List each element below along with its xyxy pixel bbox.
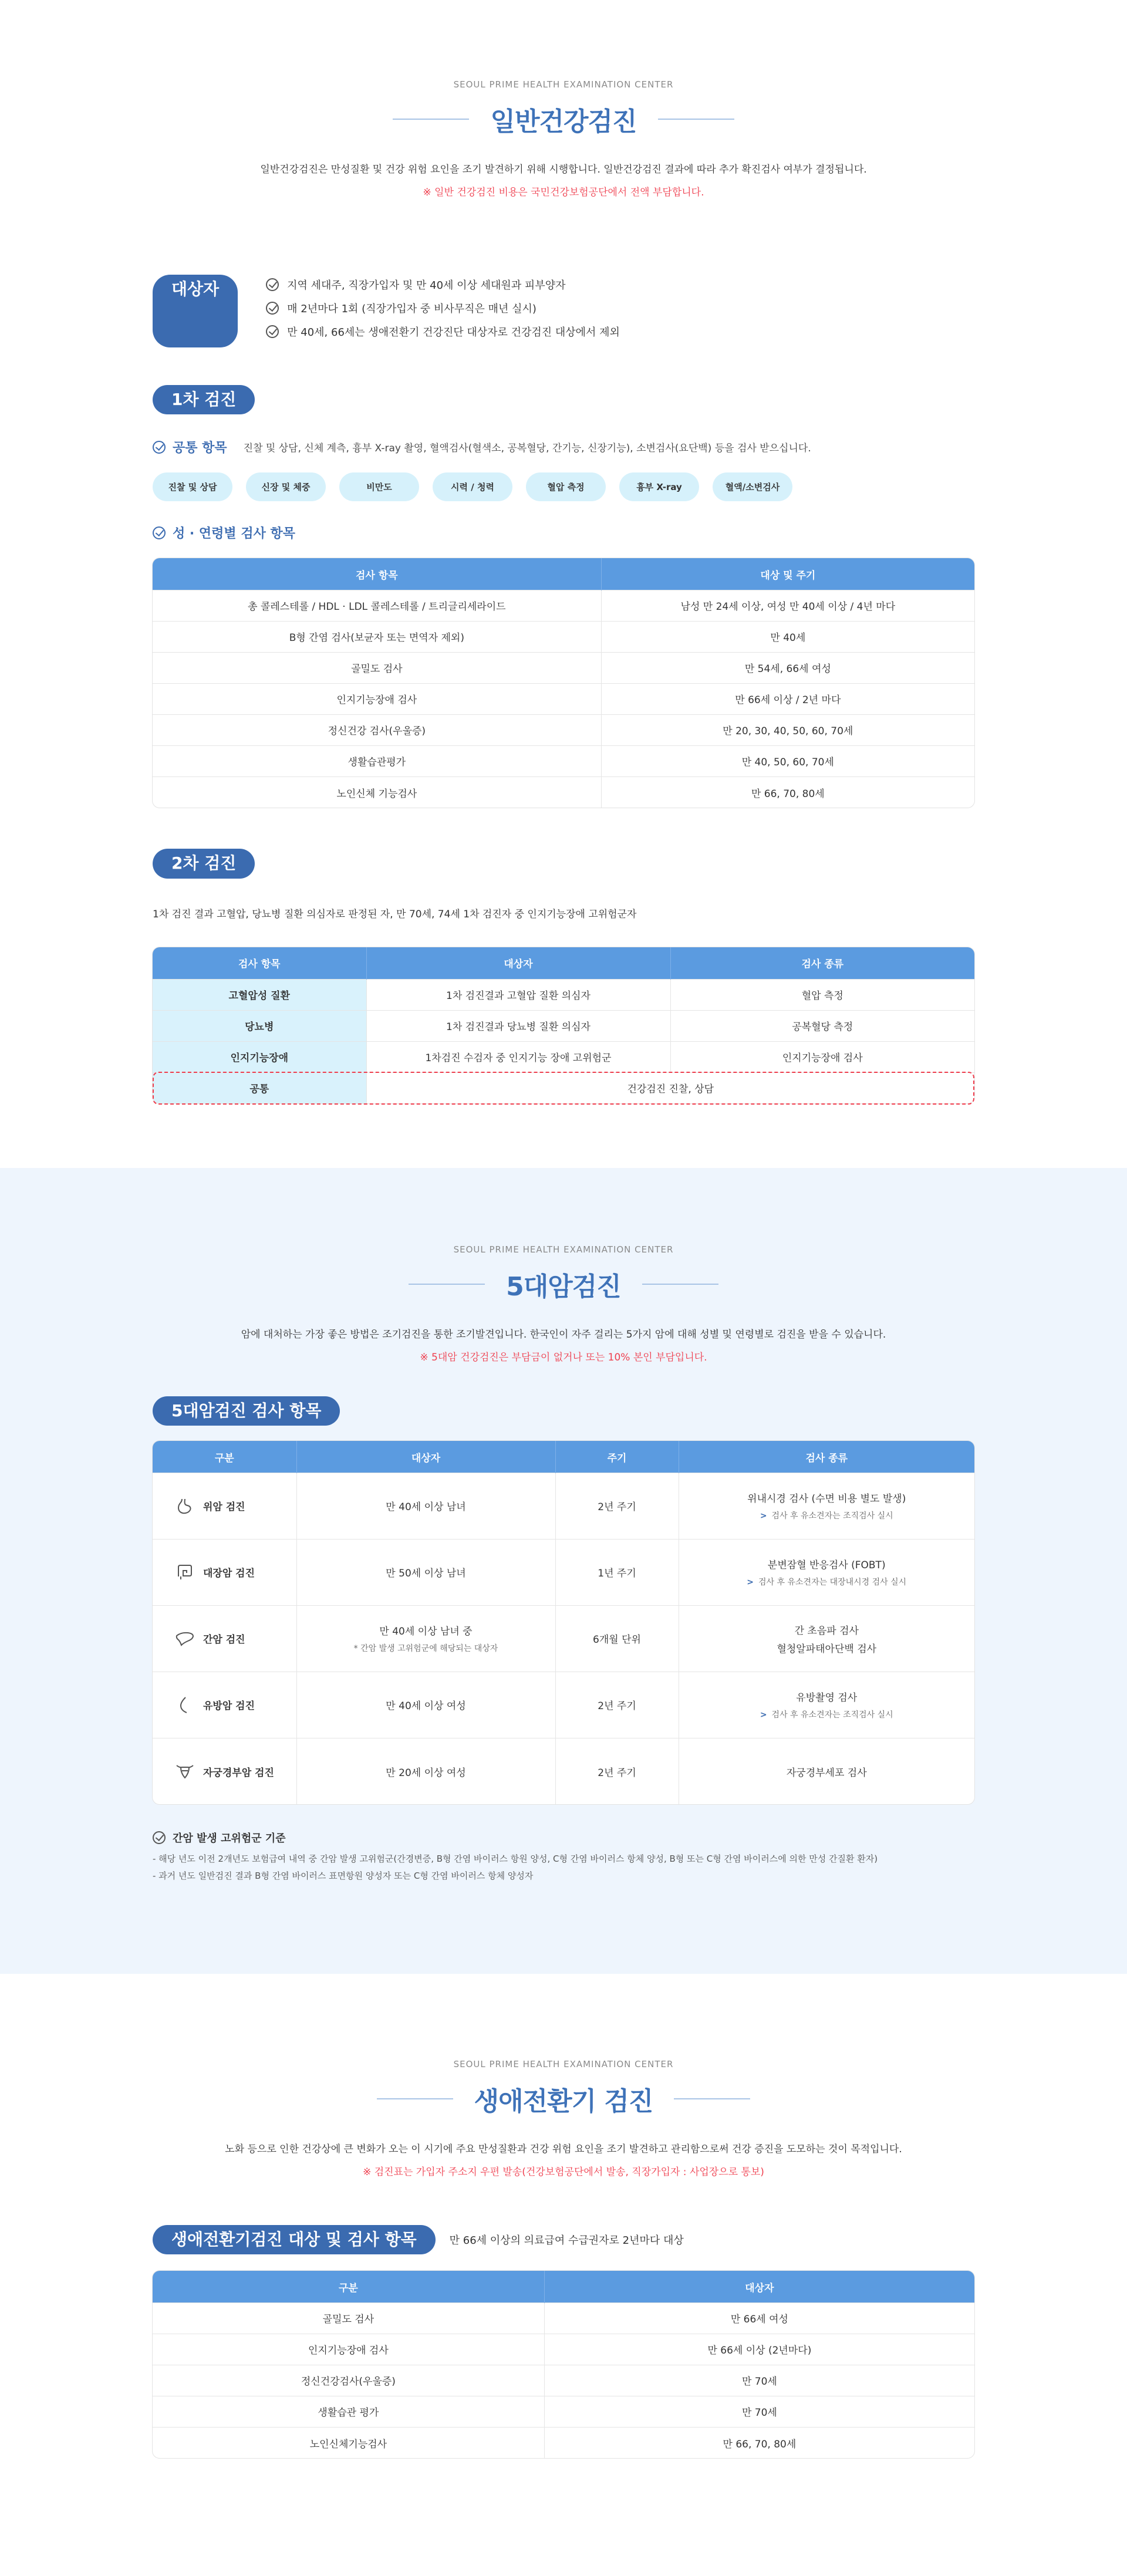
- table-header: 대상자: [366, 947, 670, 979]
- table-cell: 인지기능장애 검사: [153, 683, 601, 714]
- table-row: [153, 621, 974, 652]
- table-cell: 생활습관평가: [153, 745, 601, 776]
- cancer-items-table: [153, 1441, 974, 1804]
- table-cell: 만 20, 30, 40, 50, 60, 70세: [601, 714, 974, 745]
- table-cell: [153, 1539, 296, 1605]
- chip: 혈액/소변검사: [713, 472, 792, 501]
- cancer-name-label: 대장암 검진: [203, 1568, 255, 1580]
- table-row-common: [153, 1072, 974, 1103]
- table-cell: 정신건강검사(우울증): [153, 2365, 544, 2396]
- test-note: > 검사 후 유소견자는 조직검사 실시: [760, 1710, 893, 1720]
- table-cell: 2년 주기: [555, 1672, 679, 1738]
- first-checkup-pill: 1차 검진: [153, 385, 255, 415]
- cancer-name-label: 위암 검진: [203, 1501, 245, 1514]
- table-row: [153, 2427, 974, 2458]
- table-cell: 인지기능장애 검사: [670, 1041, 974, 1072]
- test-note: > 검사 후 유소견자는 대장내시경 검사 실시: [747, 1578, 907, 1588]
- check-circle-icon: [153, 526, 166, 539]
- check-circle-icon: [153, 1831, 166, 1844]
- table-row: [153, 2302, 974, 2334]
- chevron-right-icon: >: [760, 1511, 767, 1521]
- table-cell: 위내시경 검사 (수면 비용 별도 발생) > 검사 후 유소견자는 조직검사 실시: [679, 1473, 974, 1539]
- criteria-line: - 해당 년도 이전 2개년도 보험급여 내역 중 간암 발생 고위험군(간경변증, B형 간염 바이러스 항원 양성, C형 간염 바이러스 항체 양성, B형 또는 C형 간염 바이러스에 의한 만성 간질환 환자): [153, 1853, 878, 1865]
- list-item: 만 40세, 66세는 생애전환기 건강진단 대상자로 건강검진 대상에서 제외: [266, 324, 620, 339]
- check-circle-icon: [153, 441, 166, 454]
- table-cell: 자궁경부세포 검사: [679, 1738, 974, 1804]
- section-intro: 일반건강검진은 만성질환 및 건강 위험 요인을 조기 발견하기 위해 시행합니다. 일반건강검진 결과에 따라 추가 확진검사 여부가 결정됩니다.: [260, 164, 867, 175]
- stomach-icon: [175, 1497, 195, 1515]
- table-row: [153, 1672, 974, 1738]
- table-row: [153, 590, 974, 621]
- table-cell: 만 40세 이상 남녀 중 * 간암 발생 고위험군에 해당되는 대상자: [296, 1605, 555, 1672]
- colon-icon: [175, 1564, 195, 1581]
- table-row: [153, 979, 974, 1010]
- chip: 흉부 X-ray: [619, 472, 699, 501]
- section-intro: 암에 대처하는 가장 좋은 방법은 조기검진을 통한 조기발견입니다. 한국인이 자주 걸리는 5가지 암에 대해 성별 및 연령별로 검진을 받을 수 있습니다.: [241, 1329, 886, 1341]
- common-items-desc: 진찰 및 상담, 신체 계측, 흉부 X-ray 촬영, 혈액검사(혈색소, 공복혈당, 간기능, 신장기능), 소변검사(요단백) 등을 검사 받으십니다.: [243, 443, 811, 455]
- section-eyebrow: SEOUL PRIME HEALTH EXAMINATION CENTER: [453, 2059, 674, 2069]
- uterus-icon: [175, 1763, 195, 1780]
- table-header: 구분: [153, 2271, 544, 2302]
- cancer-name-label: 간암 검진: [203, 1634, 245, 1646]
- table-row: [153, 1738, 974, 1804]
- criteria-line: - 과거 년도 일반검진 결과 B형 간염 바이러스 표면항원 양성자 또는 C형 간염 바이러스 항체 양성자: [153, 1871, 534, 1882]
- table-cell: 만 66세 여성: [544, 2302, 974, 2334]
- target-list: [266, 277, 620, 347]
- table-cell: 만 66세 이상 / 2년 마다: [601, 683, 974, 714]
- first-checkup-block: [153, 385, 974, 808]
- chip: 진찰 및 상담: [153, 472, 232, 501]
- cancer-name-label: 자궁경부암 검진: [203, 1767, 274, 1779]
- table-cell: 간 초음파 검사 혈청알파태아단백 검사: [679, 1605, 974, 1672]
- life-items-desc: 만 66세 이상의 의료급여 수급권자로 2년마다 대상: [449, 2234, 684, 2247]
- cancer-checkup-section: [0, 1168, 1127, 1974]
- section-note: ※ 5대암 건강검진은 부담금이 없거나 또는 10% 본인 부담입니다.: [420, 1351, 707, 1363]
- table-cell: 노인신체 기능검사: [153, 776, 601, 808]
- table-cell: 만 40세 이상 남녀: [296, 1473, 555, 1539]
- second-checkup-pill: 2차 검진: [153, 849, 255, 879]
- table-row: [153, 652, 974, 683]
- table-cell: 만 50세 이상 남녀: [296, 1539, 555, 1605]
- table-row: [153, 2396, 974, 2427]
- check-circle-icon: [266, 278, 279, 291]
- life-items-table: [153, 2271, 974, 2458]
- table-cell: [153, 1473, 296, 1539]
- table-cell: 만 66, 70, 80세: [544, 2427, 974, 2458]
- table-row: [153, 2365, 974, 2396]
- title-divider-left: [377, 2098, 453, 2099]
- table-cell: 만 40세 이상 여성: [296, 1672, 555, 1738]
- title-divider-right: [674, 2098, 750, 2099]
- table-cell: 분변잠혈 반응검사 (FOBT) > 검사 후 유소견자는 대장내시경 검사 실시: [679, 1539, 974, 1605]
- age-items-table: [153, 558, 974, 808]
- table-row: [153, 1539, 974, 1605]
- table-cell: 2년 주기: [555, 1473, 679, 1539]
- table-header: 구분: [153, 1441, 296, 1473]
- table-cell: 혈압 측정: [670, 979, 974, 1010]
- title-divider-right: [642, 1284, 718, 1285]
- table-cell: 공복혈당 측정: [670, 1010, 974, 1041]
- table-cell: 1차 검진결과 당뇨병 질환 의심자: [366, 1010, 670, 1041]
- cancer-name-label: 유방암 검진: [203, 1700, 255, 1713]
- section-intro: 노화 등으로 인한 건강상에 큰 변화가 오는 이 시기에 주요 만성질환과 건강 위험 요인을 조기 발견하고 관리함으로써 건강 증진을 도모하는 것이 목적입니다.: [225, 2143, 902, 2155]
- age-items-head: [153, 524, 974, 542]
- section-title-row: [153, 100, 974, 138]
- table-cell: 만 70세: [544, 2396, 974, 2427]
- table-cell: [153, 1605, 296, 1672]
- age-items-label: 성 · 연령별 검사 항목: [173, 526, 296, 542]
- table-cell: 골밀도 검사: [153, 652, 601, 683]
- section-title-row: [153, 2080, 974, 2118]
- cancer-items-block: [153, 1396, 974, 1882]
- second-checkup-table: [153, 947, 974, 1103]
- table-header: 대상자: [544, 2271, 974, 2302]
- table-header: 검사 종류: [679, 1441, 974, 1473]
- section-note: ※ 일반 건강검진 비용은 국민건강보험공단에서 전액 부담합니다.: [423, 186, 704, 198]
- chip: 비만도: [339, 472, 419, 501]
- table-row: [153, 714, 974, 745]
- table-cell: 2년 주기: [555, 1738, 679, 1804]
- table-row: [153, 1605, 974, 1672]
- table-header: 주기: [555, 1441, 679, 1473]
- table-row: [153, 1041, 974, 1072]
- table-row: [153, 2334, 974, 2365]
- chevron-right-icon: >: [747, 1578, 754, 1588]
- table-cell: 만 40세: [601, 621, 974, 652]
- table-cell: 정신건강 검사(우울증): [153, 714, 601, 745]
- cancer-items-pill: 5대암검진 검사 항목: [153, 1396, 340, 1426]
- list-item: 매 2년마다 1회 (직장가입자 중 비사무직은 매년 실시): [266, 301, 620, 316]
- chip: 혈압 측정: [526, 472, 606, 501]
- table-row: [153, 1473, 974, 1539]
- table-cell: 건강검진 진찰, 상담: [366, 1072, 974, 1103]
- table-cell: [153, 1738, 296, 1804]
- table-cell: B형 간염 검사(보균자 또는 면역자 제외): [153, 621, 601, 652]
- table-cell: 1년 주기: [555, 1539, 679, 1605]
- table-cell: 만 66, 70, 80세: [601, 776, 974, 808]
- section-title-row: [153, 1265, 974, 1303]
- table-cell: 1차검진 수검자 중 인지기능 장애 고위험군: [366, 1041, 670, 1072]
- table-cell: 골밀도 검사: [153, 2302, 544, 2334]
- section-title: 일반건강검진: [490, 107, 637, 137]
- breast-icon: [175, 1696, 195, 1714]
- chevron-right-icon: >: [760, 1710, 767, 1720]
- section-title: 생애전환기 검진: [474, 2087, 653, 2116]
- table-cell: 공통: [153, 1072, 366, 1103]
- chip: 신장 및 체중: [246, 472, 326, 501]
- liver-icon: [175, 1630, 195, 1647]
- table-cell: 인지기능장애 검사: [153, 2334, 544, 2365]
- table-cell: 만 20세 이상 여성: [296, 1738, 555, 1804]
- life-items-pill: 생애전환기검진 대상 및 검사 항목: [153, 2225, 436, 2255]
- table-cell: 인지기능장애: [153, 1041, 366, 1072]
- table-cell: 당뇨병: [153, 1010, 366, 1041]
- common-items-label: 공통 항목: [173, 441, 227, 456]
- common-items-chips: [153, 472, 974, 501]
- table-row: [153, 1010, 974, 1041]
- table-cell: 남성 만 24세 이상, 여성 만 40세 이상 / 4년 마다: [601, 590, 974, 621]
- table-header: 대상 및 주기: [601, 558, 974, 590]
- table-header: 검사 항목: [153, 558, 601, 590]
- table-cell: 노인신체기능검사: [153, 2427, 544, 2458]
- table-header: 검사 종류: [670, 947, 974, 979]
- target-note: * 간암 발생 고위험군에 해당되는 대상자: [353, 1644, 498, 1654]
- criteria-title: 간암 발생 고위험군 기준: [173, 1832, 286, 1845]
- table-cell: [153, 1672, 296, 1738]
- table-cell: 총 콜레스테롤 / HDL · LDL 콜레스테롤 / 트리글리세라이드: [153, 590, 601, 621]
- table-cell: 유방촬영 검사 > 검사 후 유소견자는 조직검사 실시: [679, 1672, 974, 1738]
- list-item: 지역 세대주, 직장가입자 및 만 40세 이상 세대원과 피부양자: [266, 277, 620, 292]
- table-cell: 6개월 단위: [555, 1605, 679, 1672]
- title-divider-left: [393, 119, 469, 120]
- common-items-head: [153, 438, 974, 456]
- table-cell: 만 70세: [544, 2365, 974, 2396]
- test-note: > 검사 후 유소견자는 조직검사 실시: [760, 1511, 893, 1521]
- liver-risk-criteria: [153, 1830, 974, 1882]
- section-note: ※ 검진표는 가입자 주소지 우편 발송(건강보험공단에서 발송, 직장가입자 : 사업장으로 통보): [363, 2166, 764, 2178]
- table-cell: 만 54세, 66세 여성: [601, 652, 974, 683]
- check-circle-icon: [266, 302, 279, 315]
- target-block: [153, 275, 974, 347]
- table-row: [153, 683, 974, 714]
- section-title: 5대암검진: [506, 1272, 621, 1302]
- table-cell: 고혈압성 질환: [153, 979, 366, 1010]
- table-cell: 만 40, 50, 60, 70세: [601, 745, 974, 776]
- life-transition-section: [0, 1974, 1127, 2576]
- second-checkup-desc: 1차 검진 결과 고혈압, 당뇨병 질환 의심자로 판정된 자, 만 70세, 74세 1차 검진자 중 인지기능장애 고위험군자: [153, 909, 637, 921]
- table-header: 대상자: [296, 1441, 555, 1473]
- table-cell: 1차 검진결과 고혈압 질환 의심자: [366, 979, 670, 1010]
- table-cell: 만 66세 이상 (2년마다): [544, 2334, 974, 2365]
- table-row: [153, 776, 974, 808]
- target-pill: 대상자: [153, 275, 238, 347]
- general-checkup-section: [0, 0, 1127, 1168]
- check-circle-icon: [266, 325, 279, 338]
- life-items-head: [153, 2225, 974, 2255]
- chip: 시력 / 청력: [433, 472, 512, 501]
- table-cell: 생활습관 평가: [153, 2396, 544, 2427]
- title-divider-left: [409, 1284, 485, 1285]
- title-divider-right: [658, 119, 734, 120]
- section-eyebrow: SEOUL PRIME HEALTH EXAMINATION CENTER: [453, 79, 674, 90]
- table-header: 검사 항목: [153, 947, 366, 979]
- second-checkup-block: [153, 849, 974, 1103]
- table-row: [153, 745, 974, 776]
- section-eyebrow: SEOUL PRIME HEALTH EXAMINATION CENTER: [453, 1244, 674, 1255]
